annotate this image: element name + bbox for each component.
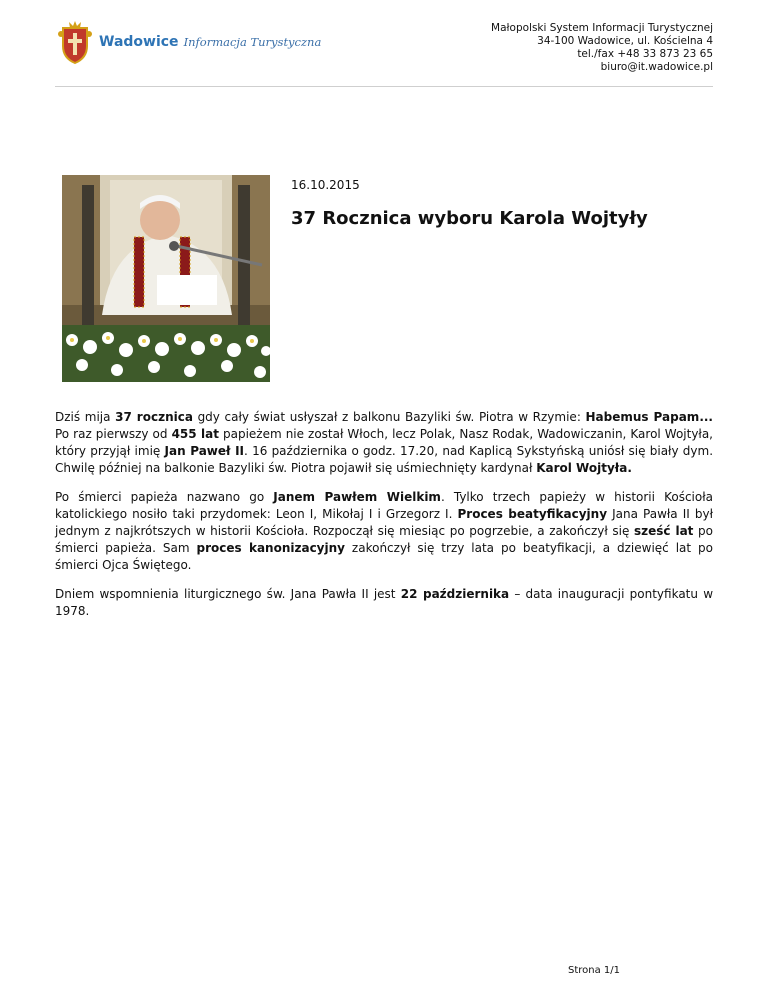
article-paragraph xyxy=(55,409,713,477)
contact-address: 34-100 Wadowice, ul. Kościelna 4 xyxy=(537,35,713,47)
text-run: zakończył się trzy lata po beatyfikacji, a dziewięć lat po śmierci Ojca Świętego. xyxy=(55,541,713,572)
text-run: gdy cały świat usłyszał z balkonu Bazyliki św. Piotra w Rzymie: xyxy=(192,410,586,424)
contact-org: Małopolski System Informacji Turystycznej xyxy=(491,22,713,34)
text-run: po śmierci papieża. Sam xyxy=(55,524,713,555)
page-number: Strona 1/1 xyxy=(568,965,621,976)
bold-run: proces kanonizacyjny xyxy=(196,541,345,555)
article-body xyxy=(55,409,713,632)
bold-run: Habemus Papam... xyxy=(585,410,713,424)
brand-tagline: Informacja Turystyczna xyxy=(183,35,322,49)
contact-block xyxy=(491,22,713,74)
article-paragraph xyxy=(55,489,713,574)
text-run: . 16 października o godz. 17.20, nad Kaplicą Sykstyńską uniósł się biały dym. Chwilę później na balkonie Bazyliki św. Piotra pojawił się uśmiechnięty kardynał xyxy=(55,444,714,475)
text-run: Dziś mija xyxy=(55,410,116,424)
text-run: . Tylko trzech papieży w historii Kościoła katolickiego nosiło taki przydomek: Leon I, Mikołaj I i Grzegorz I. xyxy=(55,490,713,521)
article-date: 16.10.2015 xyxy=(291,178,360,192)
bold-run: Jan Paweł II xyxy=(164,444,245,458)
text-run: Po śmierci papieża nazwano go xyxy=(55,490,274,504)
text-run: Jana Pawła II był jednym z najkrótszych w historii Kościoła. Rozpoczął się miesiąc po pogrzebie, a zakończył się xyxy=(55,507,713,538)
text-run: – data inauguracji pontyfikatu w 1978. xyxy=(55,587,714,618)
bold-run: sześć lat xyxy=(633,524,694,538)
article-paragraph xyxy=(55,586,713,620)
bold-run: 37 rocznica xyxy=(115,410,193,424)
text-run: Dniem wspomnienia liturgicznego św. Jana Pawła II jest xyxy=(55,587,401,601)
bold-run: Proces beatyfikacyjny xyxy=(457,507,608,521)
text-run: Po raz pierwszy od xyxy=(55,427,172,441)
bold-run: 455 lat xyxy=(171,427,219,441)
contact-phone: tel./fax +48 33 873 23 65 xyxy=(577,48,713,60)
bold-run: Janem Pawłem Wielkim xyxy=(273,490,441,504)
coat-of-arms-icon xyxy=(55,18,95,66)
bold-run: Karol Wojtyła. xyxy=(536,461,632,475)
article-title: 37 Rocznica wyboru Karola Wojtyły xyxy=(291,208,648,229)
logo xyxy=(55,17,321,67)
bold-run: 22 października xyxy=(400,587,510,601)
brand-name: Wadowice xyxy=(99,34,179,50)
header-divider xyxy=(55,86,713,87)
text-run: papieżem nie został Włoch, lecz Polak, Nasz Rodak, Wadowiczanin, Karol Wojtyła, który przyjął imię xyxy=(55,427,713,458)
article-photo xyxy=(62,175,270,382)
contact-email: biuro@it.wadowice.pl xyxy=(600,61,713,73)
